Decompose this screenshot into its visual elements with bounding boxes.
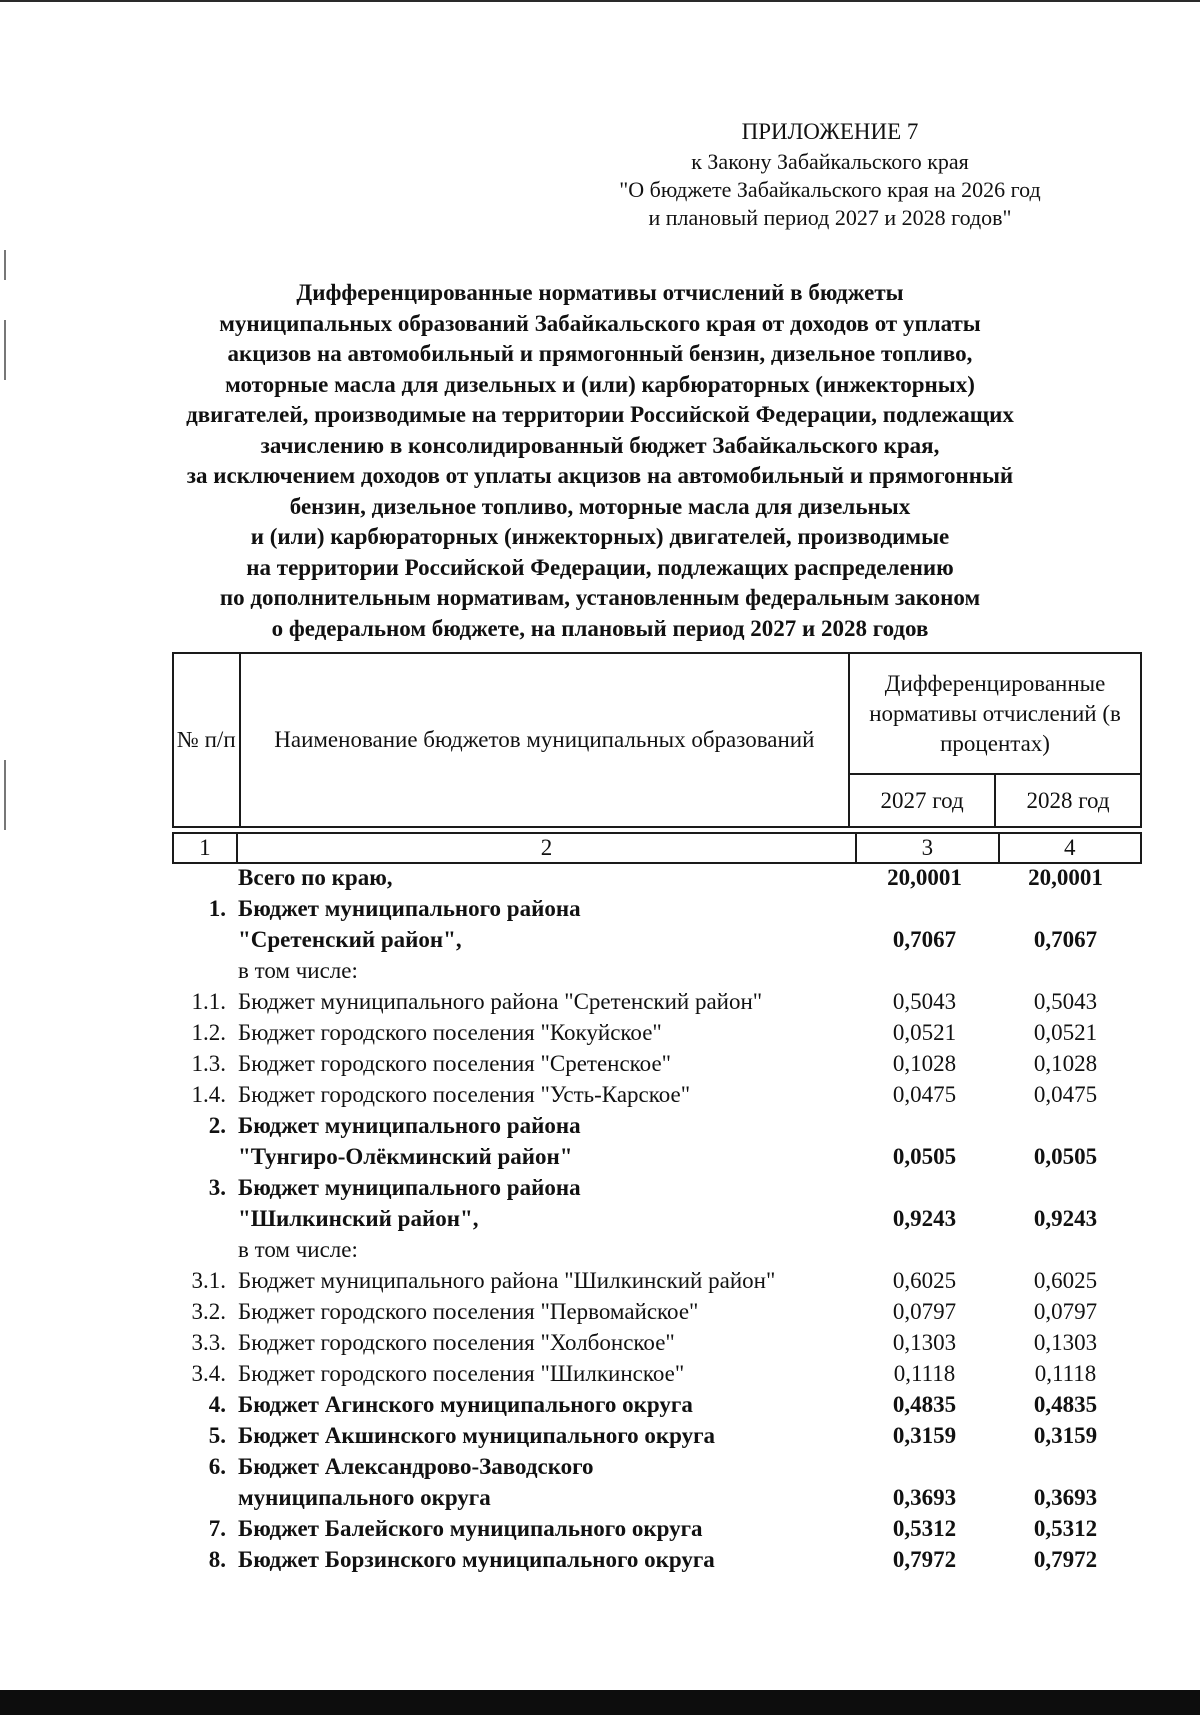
row-name: [234, 862, 854, 893]
row-name-line: Бюджет Акшинского муниципального округа: [238, 1423, 716, 1448]
value-2028-text: 0,0505: [1033, 1144, 1098, 1169]
value-2028: [995, 1141, 1136, 1172]
row-number-text: 3.1.: [191, 1268, 226, 1293]
table-row: [172, 893, 1142, 955]
title-line: двигателей, производимые на территории Российской Федерации, подлежащих: [186, 402, 1014, 427]
title-line: и (или) карбюраторных (инжекторных) двигателей, производимые: [250, 524, 950, 549]
row-name-line: Бюджет городского поселения "Холбонское": [238, 1330, 675, 1355]
row-name-line: Всего по краю,: [238, 865, 393, 890]
column-index: 1: [173, 833, 237, 863]
row-number: [172, 1079, 234, 1110]
value-2028-text: 0,1118: [1034, 1361, 1097, 1386]
row-name: [234, 1110, 854, 1172]
header-num: № п/п: [173, 653, 240, 827]
value-2028-text: 0,6025: [1033, 1268, 1098, 1293]
column-index: 4: [999, 833, 1141, 863]
value-2028-text: 0,0797: [1033, 1299, 1098, 1324]
value-2027-text: 20,0001: [887, 865, 962, 890]
row-number-text: 6.: [208, 1454, 226, 1479]
title-line: зачислению в консолидированный бюджет Забайкальского края,: [260, 432, 940, 458]
scan-margin-mark: [4, 760, 6, 830]
value-2027: [854, 1048, 995, 1079]
value-2028: [995, 1017, 1136, 1048]
table-row: [172, 1389, 1142, 1420]
value-2028-text: 0,3159: [1033, 1423, 1098, 1448]
table-row: [172, 1420, 1142, 1451]
row-name: [234, 1358, 854, 1389]
title-line: о федеральном бюджете, на плановый период 2027 и 2028 годов: [271, 615, 929, 641]
value-2027-text: 0,9243: [892, 1206, 957, 1231]
table-row: [172, 1265, 1142, 1296]
table-row: [172, 1172, 1142, 1234]
value-2027-text: 0,7067: [892, 927, 957, 952]
appendix-header: [560, 118, 1100, 232]
row-number-text: 5.: [208, 1423, 226, 1448]
value-2028-text: 0,5043: [1033, 989, 1098, 1014]
value-2027: [854, 1203, 995, 1234]
value-2028-text: 0,4835: [1033, 1392, 1098, 1417]
value-2028: [995, 1358, 1136, 1389]
row-name-line: Бюджет городского поселения "Сретенское": [238, 1051, 672, 1076]
row-name: [234, 1017, 854, 1048]
row-name-line: Бюджет муниципального района "Сретенский район": [238, 989, 763, 1014]
value-2027-text: 0,0797: [892, 1299, 957, 1324]
row-number: [172, 1358, 234, 1389]
value-2028-text: 0,7067: [1033, 927, 1098, 952]
value-2028: [995, 1203, 1136, 1234]
table-row: [172, 1451, 1142, 1513]
title-line: моторные масла для дизельных и (или) карбюраторных (инжекторных): [225, 371, 975, 397]
table-row: [172, 1079, 1142, 1110]
title-line: муниципальных образований Забайкальского края от доходов от уплаты: [219, 310, 981, 336]
scan-margin-mark: [4, 250, 6, 280]
value-2027-text: 0,1303: [892, 1330, 957, 1355]
value-2027-text: 0,3159: [892, 1423, 957, 1448]
value-2027-text: 0,4835: [892, 1392, 957, 1417]
row-number: [172, 1327, 234, 1358]
row-name-line: "Сретенский район",: [238, 927, 462, 952]
row-name-line: "Шилкинский район",: [238, 1206, 479, 1231]
title-line: на территории Российской Федерации, подлежащих распределению: [246, 554, 954, 580]
row-name: [234, 1513, 854, 1544]
row-number-text: 1.4.: [191, 1082, 226, 1107]
value-2028: [995, 1234, 1136, 1265]
row-name-line: Бюджет муниципального района "Шилкинский район": [238, 1268, 776, 1293]
value-2027: [854, 1513, 995, 1544]
row-name-line: в том числе:: [238, 958, 358, 983]
value-2027: [854, 1358, 995, 1389]
row-number-text: 1.2.: [191, 1020, 226, 1045]
row-name-line: Бюджет Борзинского муниципального округа: [238, 1547, 715, 1572]
value-2028: [995, 1265, 1136, 1296]
value-2028: [995, 986, 1136, 1017]
row-name: [234, 1420, 854, 1451]
column-index-row: [172, 832, 1142, 864]
value-2027-text: [854, 1234, 995, 1265]
value-2028-text: [995, 955, 1136, 986]
row-name-line: Бюджет муниципального района: [238, 1175, 581, 1200]
value-2027: [854, 1265, 995, 1296]
value-2027: [854, 862, 995, 893]
row-name: [234, 1451, 854, 1513]
value-2027-text: 0,0505: [892, 1144, 957, 1169]
row-number-text: 7.: [208, 1516, 226, 1541]
row-number-text: 2.: [208, 1113, 226, 1138]
table-row: [172, 955, 1142, 986]
row-name: [234, 986, 854, 1017]
value-2027-text: 0,7972: [892, 1547, 957, 1572]
header-name: Наименование бюджетов муниципальных образований: [240, 653, 850, 827]
value-2028: [995, 1544, 1136, 1575]
value-2028-text: [995, 1234, 1136, 1265]
value-2028: [995, 1079, 1136, 1110]
row-number-text: 3.4.: [191, 1361, 226, 1386]
row-name-line: Бюджет муниципального района: [238, 1113, 581, 1138]
header-year-2027: 2027 год: [849, 774, 995, 827]
value-2028: [995, 955, 1136, 986]
row-number-text: 1.3.: [191, 1051, 226, 1076]
row-number: [172, 1172, 234, 1234]
row-number: [172, 1265, 234, 1296]
value-2027-text: 0,3693: [892, 1485, 957, 1510]
value-2027: [854, 1234, 995, 1265]
row-name-line: Бюджет городского поселения "Шилкинское": [238, 1361, 685, 1386]
value-2027: [854, 1296, 995, 1327]
column-index: 3: [856, 833, 998, 863]
row-name: [234, 1172, 854, 1234]
row-name: [234, 1234, 854, 1265]
scan-top-edge: [0, 0, 1200, 2]
table-row: [172, 1048, 1142, 1079]
value-2027: [854, 1420, 995, 1451]
value-2028: [995, 1327, 1136, 1358]
row-number: [172, 1451, 234, 1513]
row-number: [172, 1389, 234, 1420]
row-name: [234, 1389, 854, 1420]
value-2027: [854, 924, 995, 955]
table-row: [172, 1358, 1142, 1389]
row-name: [234, 1327, 854, 1358]
table-row: [172, 1513, 1142, 1544]
row-number-text: 4.: [208, 1392, 226, 1417]
value-2027: [854, 1482, 995, 1513]
value-2028-text: 0,1303: [1033, 1330, 1098, 1355]
value-2027-text: 0,0475: [892, 1082, 957, 1107]
value-2027: [854, 1017, 995, 1048]
value-2028: [995, 1420, 1136, 1451]
document-title: [150, 278, 1050, 644]
value-2028: [995, 1482, 1136, 1513]
appendix-line: и плановый период 2027 и 2028 годов": [648, 205, 1012, 230]
value-2028-text: 0,0521: [1033, 1020, 1098, 1045]
row-number: [172, 1420, 234, 1451]
value-2028: [995, 1296, 1136, 1327]
appendix-line: "О бюджете Забайкальского края на 2026 год: [619, 177, 1041, 202]
value-2027: [854, 1389, 995, 1420]
row-number: [172, 893, 234, 955]
value-2027-text: [854, 955, 995, 986]
norms-table-header: [172, 652, 1142, 828]
value-2028-text: 20,0001: [1028, 865, 1103, 890]
row-number-text: 3.3.: [191, 1330, 226, 1355]
row-number: [172, 1513, 234, 1544]
row-number-text: 3.: [208, 1175, 226, 1200]
row-name-line: Бюджет Балейского муниципального округа: [238, 1516, 703, 1541]
appendix-heading: ПРИЛОЖЕНИЕ 7: [741, 119, 919, 144]
title-line: бензин, дизельное топливо, моторные масла для дизельных: [289, 493, 911, 519]
row-name: [234, 1265, 854, 1296]
row-name-line: Бюджет Агинского муниципального округа: [238, 1392, 693, 1417]
row-name-line: муниципального округа: [238, 1485, 491, 1510]
row-number-text: 3.2.: [191, 1299, 226, 1324]
row-name-line: Бюджет городского поселения "Кокуйское": [238, 1020, 662, 1045]
title-line: акцизов на автомобильный и прямогонный бензин, дизельное топливо,: [227, 341, 973, 366]
value-2027: [854, 1544, 995, 1575]
value-2028: [995, 1389, 1136, 1420]
title-line: за исключением доходов от уплаты акцизов на автомобильный и прямогонный: [186, 463, 1014, 488]
value-2028: [995, 924, 1136, 955]
row-number-text: 8.: [208, 1547, 226, 1572]
value-2027: [854, 955, 995, 986]
value-2028-text: 0,1028: [1033, 1051, 1098, 1076]
table-row: [172, 1110, 1142, 1172]
value-2027: [854, 986, 995, 1017]
row-number: [172, 1048, 234, 1079]
value-2028: [995, 1513, 1136, 1544]
row-number: [172, 1544, 234, 1575]
table-body: [172, 862, 1142, 1575]
value-2028-text: 0,9243: [1033, 1206, 1098, 1231]
row-name-line: Бюджет Александрово-Заводского: [238, 1454, 594, 1479]
scan-margin-mark: [4, 320, 6, 380]
row-name: [234, 1079, 854, 1110]
value-2028-text: 0,3693: [1033, 1485, 1098, 1510]
value-2027-text: 0,5312: [892, 1516, 957, 1541]
row-number: [172, 1110, 234, 1172]
table-row: [172, 986, 1142, 1017]
table-row: [172, 1327, 1142, 1358]
value-2027: [854, 1079, 995, 1110]
row-name: [234, 1544, 854, 1575]
row-number-text: 1.: [208, 896, 226, 921]
value-2028-text: 0,0475: [1033, 1082, 1098, 1107]
value-2028: [995, 1048, 1136, 1079]
value-2027-text: 0,1028: [892, 1051, 957, 1076]
value-2028: [995, 862, 1136, 893]
appendix-line: к Закону Забайкальского края: [691, 149, 969, 174]
title-line: по дополнительным нормативам, установленным федеральным законом: [219, 585, 981, 610]
row-number: [172, 1017, 234, 1048]
value-2028-text: 0,7972: [1033, 1547, 1098, 1572]
row-name: [234, 893, 854, 955]
row-name-line: в том числе:: [238, 1237, 358, 1262]
row-name-line: "Тунгиро-Олёкминский район": [238, 1144, 573, 1169]
table-row: [172, 1544, 1142, 1575]
row-name: [234, 955, 854, 986]
scan-bottom-edge: [0, 1690, 1200, 1715]
value-2028-text: 0,5312: [1033, 1516, 1098, 1541]
row-name-line: Бюджет городского поселения "Первомайское": [238, 1299, 699, 1324]
row-number: [172, 1296, 234, 1327]
header-year-2028: 2028 год: [995, 774, 1141, 827]
row-number-text: 1.1.: [191, 989, 226, 1014]
column-index: 2: [237, 833, 856, 863]
value-2027-text: 0,5043: [892, 989, 957, 1014]
row-name: [234, 1048, 854, 1079]
header-norms: Дифференцированные нормативы отчислений (в процентах): [849, 653, 1141, 774]
value-2027-text: 0,1118: [893, 1361, 956, 1386]
table-row: [172, 862, 1142, 893]
value-2027: [854, 1141, 995, 1172]
row-name-line: Бюджет муниципального района: [238, 896, 581, 921]
title-line: Дифференцированные нормативы отчислений в бюджеты: [296, 280, 904, 305]
value-2027-text: 0,6025: [892, 1268, 957, 1293]
row-number: [172, 986, 234, 1017]
value-2027: [854, 1327, 995, 1358]
table-row: [172, 1017, 1142, 1048]
row-name-line: Бюджет городского поселения "Усть-Карское": [238, 1082, 691, 1107]
table-row: [172, 1234, 1142, 1265]
value-2027-text: 0,0521: [892, 1020, 957, 1045]
row-name: [234, 1296, 854, 1327]
table-row: [172, 1296, 1142, 1327]
